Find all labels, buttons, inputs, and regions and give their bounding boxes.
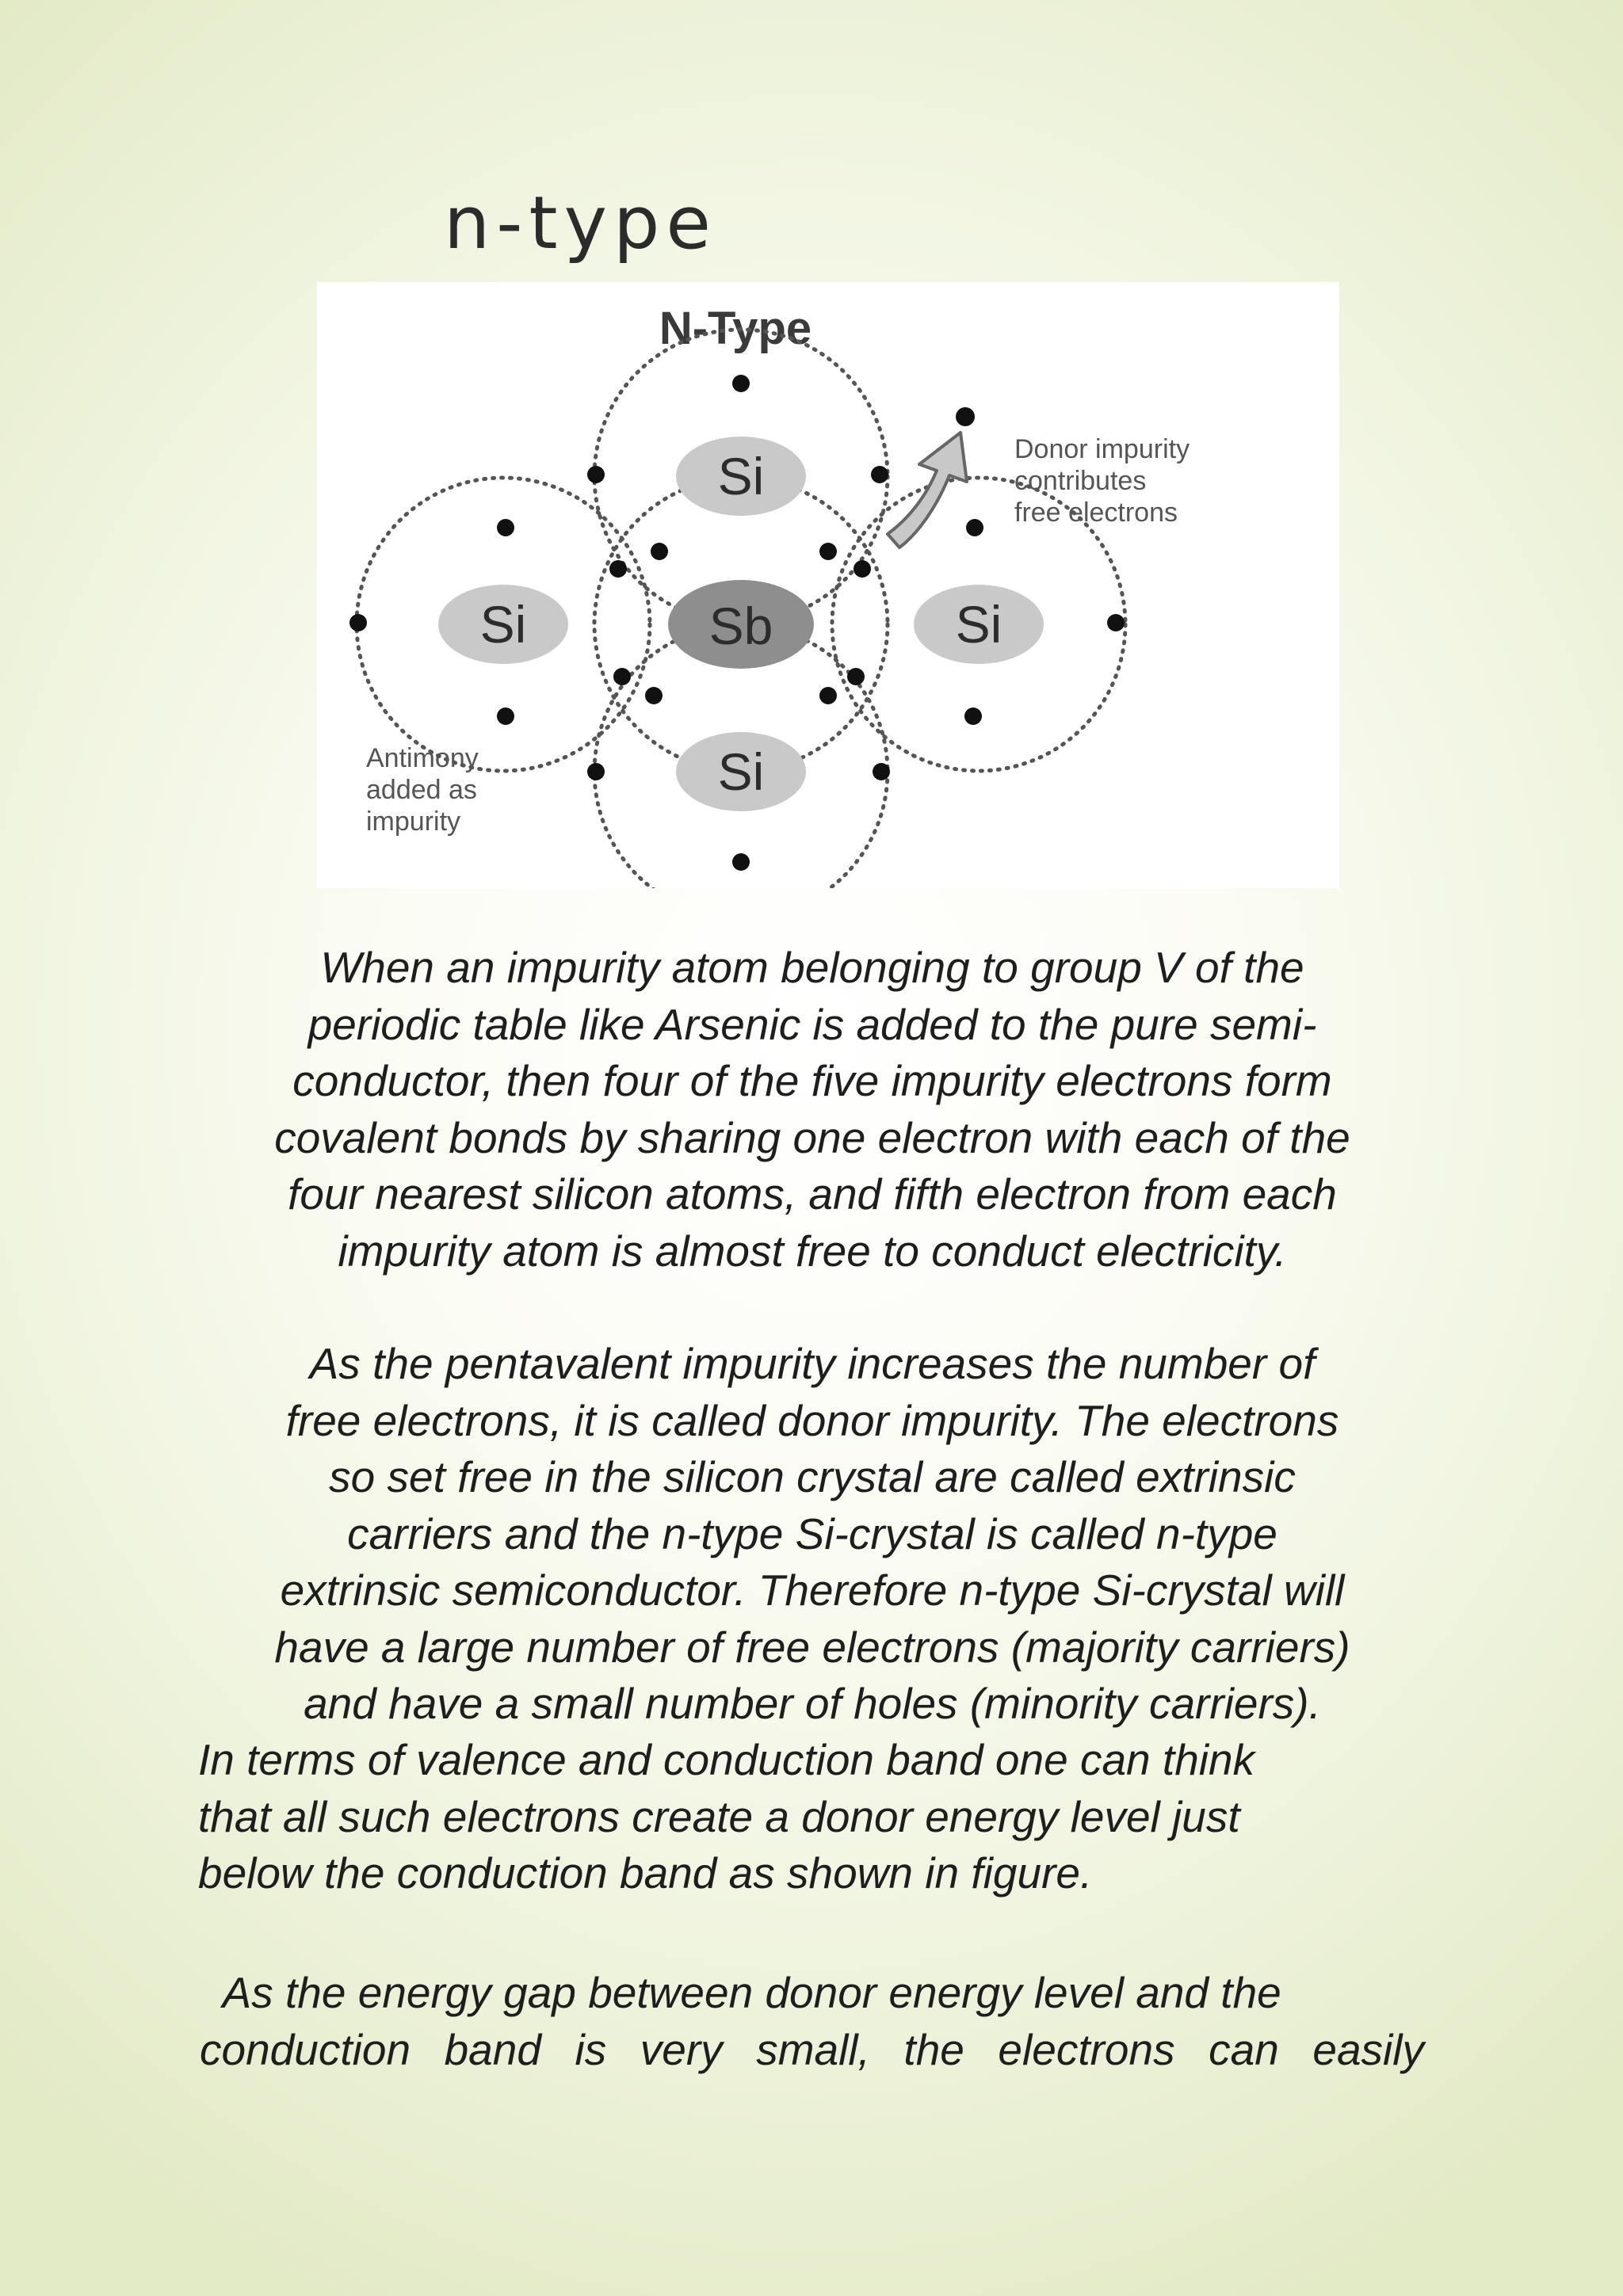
n-type-diagram bbox=[317, 282, 1339, 888]
electron bbox=[966, 519, 983, 536]
paragraph-4-line-2: conduction band is very small, the electrons can easily bbox=[200, 2024, 1424, 2074]
electron bbox=[587, 763, 605, 780]
electron bbox=[732, 853, 750, 871]
electron bbox=[609, 560, 627, 578]
n-type-diagram-svg bbox=[317, 282, 1339, 888]
electron bbox=[873, 763, 890, 780]
antimony-annotation-line-1: Antimony bbox=[366, 743, 479, 773]
electron bbox=[587, 466, 605, 483]
electron bbox=[645, 687, 663, 704]
paragraph-3: In terms of valence and conduction band one can think that all such electrons create a donor energy level just below the conduction band as shown in figure. bbox=[198, 1735, 1255, 1897]
donor-annotation-line-3: free electrons bbox=[1014, 498, 1178, 528]
free-electron bbox=[956, 407, 975, 426]
electron bbox=[819, 543, 837, 560]
electron bbox=[651, 543, 668, 560]
antimony-annotation-line-3: impurity bbox=[366, 807, 461, 837]
electron bbox=[854, 560, 871, 578]
antimony-annotation-line-2: added as bbox=[366, 775, 477, 805]
electron bbox=[871, 466, 888, 483]
electron bbox=[732, 375, 750, 392]
paragraph-1: When an impurity atom belonging to group V of the periodic table like Arsenic is added to the pure semi- conductor, then four of the five impurity electrons form covalent bonds by sharing one electron with each of the four nearest silicon atoms, and fifth electron from each impurity atom is almost free to conduct electricity. bbox=[274, 943, 1350, 1276]
electron bbox=[497, 707, 514, 725]
electron bbox=[497, 519, 514, 536]
electron bbox=[349, 614, 367, 631]
atom-bottom-label: Si bbox=[717, 742, 765, 801]
paragraph-4-line-1: As the energy gap between donor energy level and the bbox=[200, 1968, 1281, 2017]
electron bbox=[847, 668, 865, 685]
diagram-heading: N-Type bbox=[659, 303, 812, 354]
donor-annotation-line-1: Donor impurity bbox=[1014, 434, 1190, 464]
paragraph-2: As the pentavalent impurity increases the number of free electrons, it is called donor impurity. The electrons so set free in the silicon crystal are called extrinsic carriers and the n-type Si-crystal is called n-type extrinsic semiconductor. Therefore n-type Si-crystal will have a large number of free electrons (majority carriers) and have a small number of holes (minority carriers). bbox=[274, 1339, 1350, 1728]
atom-right-label: Si bbox=[955, 595, 1002, 654]
atom-top-label: Si bbox=[717, 447, 765, 505]
atom-center-label: Sb bbox=[708, 597, 773, 655]
paragraph-4 bbox=[200, 1965, 1424, 2078]
electron bbox=[964, 707, 982, 725]
electron bbox=[613, 668, 631, 685]
electron bbox=[819, 687, 837, 704]
page-title: n-type bbox=[444, 181, 718, 265]
donor-arrow-icon bbox=[888, 433, 967, 547]
electron bbox=[1107, 614, 1125, 631]
donor-annotation-line-2: contributes bbox=[1014, 466, 1147, 496]
atom-left-label: Si bbox=[479, 595, 527, 654]
